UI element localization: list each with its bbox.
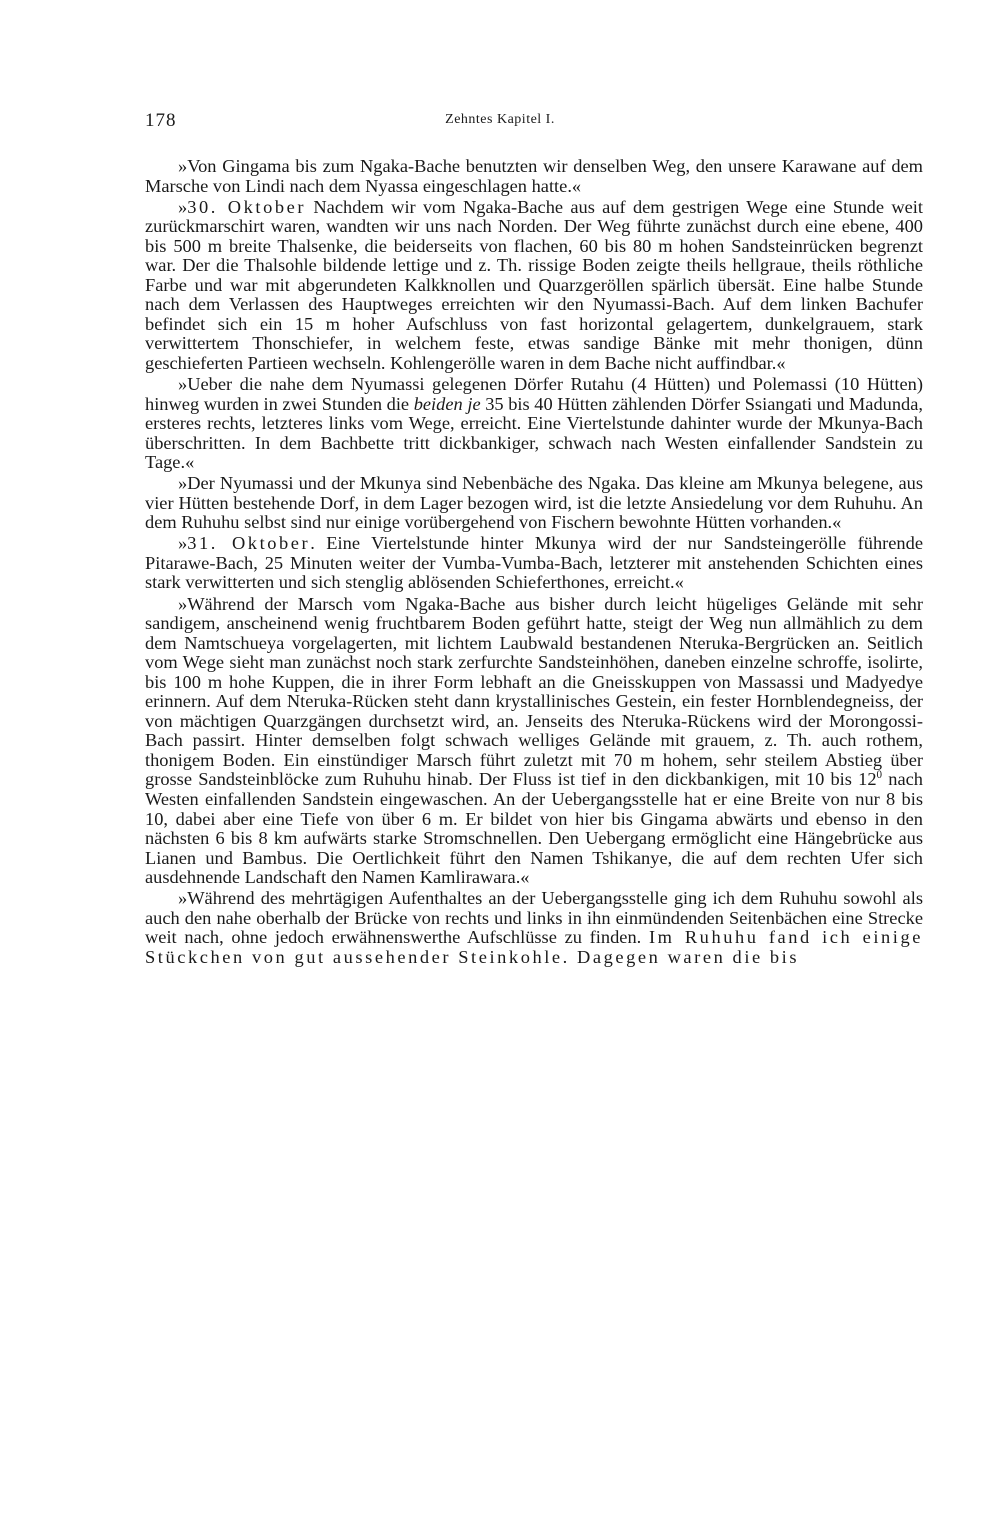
degree-sign: 0 bbox=[876, 769, 883, 782]
paragraph-7 bbox=[145, 889, 923, 967]
paragraph-6 bbox=[145, 595, 923, 888]
running-head: Zehntes Kapitel I. bbox=[445, 112, 555, 127]
paragraph-3-italic: beiden je bbox=[413, 393, 481, 414]
date-heading-oct-30: 30. Oktober bbox=[187, 196, 307, 217]
paragraph-6-text-a: »Während der Marsch vom Ngaka-Bache aus bisher durch leicht hügeliges Gelände mit sehr sandigem, anscheinend wenig fruchtbarem Boden geführt hatte, steigt der Weg nun allmählich zu dem dem Namtschueya vorgelagerten, mit lichtem Laubwald bestandenen Nteruka-Bergrücken an. Seitlich vom Wege sieht man zunächst noch stark zerfurchte Sandsteinhöhen, daneben einzelne schroffe, isolirte, bis 100 m hohe Kuppen, die in ihrer Form lebhaft an die Gneisskuppen von Massassi und Madyedye erinnern. Auf dem Nteruka-Rücken steht dann krystallinisches Gestein, ein fester Hornblendegneiss, der von mächtigen Quarzgängen durchsetzt wird, an. Jenseits des Nteruka-Rückens wird der Morongossi-Bach passirt. Hinter demselben folgt schwach welliges Gelände mit grauem, z. Th. auch rothem, thonigem Boden. Ein einstündiger Marsch führt zuletzt mit 70 m hohem, sehr steilem Abstieg über grosse Sandsteinblöcke zum Ruhuhu hinab. Der Fluss ist tief in den dickbankigen, mit 10 bis 12 bbox=[145, 593, 923, 790]
date-heading-oct-31: 31. Oktober bbox=[187, 533, 311, 554]
paragraph-5 bbox=[145, 534, 923, 593]
quote-mark: » bbox=[178, 196, 188, 217]
paragraph-6-text-b: nach Westen einfallenden Sandstein eingewaschen. An der Uebergangsstelle hat er eine Breite von nur 8 bis 10, dabei aber eine Tiefe von über 6 m. Er bildet von hier bis Gingama abwärts und ebenso in den nächsten 6 bis 8 km aufwärts starke Stromschnellen. Den Uebergang ermöglicht eine Hängebrücke aus Lianen und Bambus. Die Oertlichkeit führt den Namen Tshikanye, die auf dem rechten Ufer sich ausdehnende Landschaft den Namen Kamlirawara.« bbox=[145, 769, 923, 888]
paragraph-1: »Von Gingama bis zum Ngaka-Bache benutzten wir denselben Weg, den unsere Karawane auf dem Marsche von Lindi nach dem Nyassa eingeschlagen hatte.« bbox=[145, 156, 923, 196]
page-header bbox=[145, 110, 855, 140]
paragraph-3-text-a: »Ueber die nahe dem Nyumassi gelegenen Dörfer Rutahu (4 Hütten) und Polemassi (10 Hütten) hinweg wurden in zwei Stunden die bbox=[145, 374, 923, 414]
paragraph-2-text: Nachdem wir vom Ngaka-Bache aus auf dem gestrigen Wege eine Stunde weit zurückmarschirt waren, wandten wir uns nach Norden. Der Weg führte zunächst durch eine ebene, 400 bis 500 m breite Thalsenke, die beiderseits von flachen, 60 bis 80 m hohen Sandsteinrücken begrenzt war. Der die Thalsohle bildende lettige und z. Th. rissige Boden zeigte theils hellgraue, theils röthliche Farbe und war mit abgerundeten Kalkknollen und Quarzgeröllen spärlich übersät. Eine halbe Stunde nach dem Verlassen des Hauptweges erreichten wir den Nyumassi-Bach. Auf dem linken Bachufer befindet sich ein 15 m hoher Aufschluss von fast horizontal gelagertem, dunkelgrauem, stark verwittertem Thonschiefer, in welchem feste, etwas sandige Bänke mit mehr thonigen, dünn geschieferten Partieen wechseln. Kohlengerölle waren in dem Bache nicht auffindbar.« bbox=[145, 196, 923, 373]
body-text bbox=[145, 157, 923, 969]
paragraph-7-spaced-text: Im Ruhuhu fand ich einige Stückchen von gut aussehender Steinkohle. Dagegen waren die bis bbox=[145, 927, 923, 967]
paragraph-7-text: »Während des mehrtägigen Aufenthaltes an der Uebergangsstelle ging ich dem Ruhuhu sowohl als auch den nahe oberhalb der Brücke von rechts und links in ihn einmündenden Seitenbächen eine Strecke weit nach, ohne jedoch erwähnenswerthe Aufschlüsse zu finden. bbox=[145, 888, 923, 948]
page-number: 178 bbox=[145, 110, 177, 131]
paragraph-3 bbox=[145, 375, 923, 473]
paragraph-2 bbox=[145, 198, 923, 374]
quote-mark: » bbox=[178, 533, 188, 554]
paragraph-5-text: . Eine Viertelstunde hinter Mkunya wird der nur Sandsteingerölle führende Pitarawe-Bach, 25 Minuten weiter der Vumba-Vumba-Bach, letzterer mit anstehenden Schichten eines stark verwitterten und sich stenglig ablösenden Schieferthones, erreicht.« bbox=[145, 533, 923, 593]
paragraph-4: »Der Nyumassi und der Mkunya sind Nebenbäche des Ngaka. Das kleine am Mkunya belegene, aus vier Hütten bestehende Dorf, in dem Lager bezogen wird, ist die letzte Ansiedelung vor dem Ruhuhu. An dem Ruhuhu selbst sind nur einige vorübergehend von Fischern bewohnte Hütten vorhanden.« bbox=[145, 473, 923, 533]
paragraph-3-text-b: 35 bis 40 Hütten zählenden Dörfer Ssiangati und Madunda, ersteres rechts, letzteres links vom Wege, erreicht. Eine Viertelstunde dahinter wurde der Mkunya-Bach überschritten. In dem Bachbette tritt dickbankiger, schwach nach Westen einfallender Sandstein zu Tage.« bbox=[145, 393, 923, 473]
